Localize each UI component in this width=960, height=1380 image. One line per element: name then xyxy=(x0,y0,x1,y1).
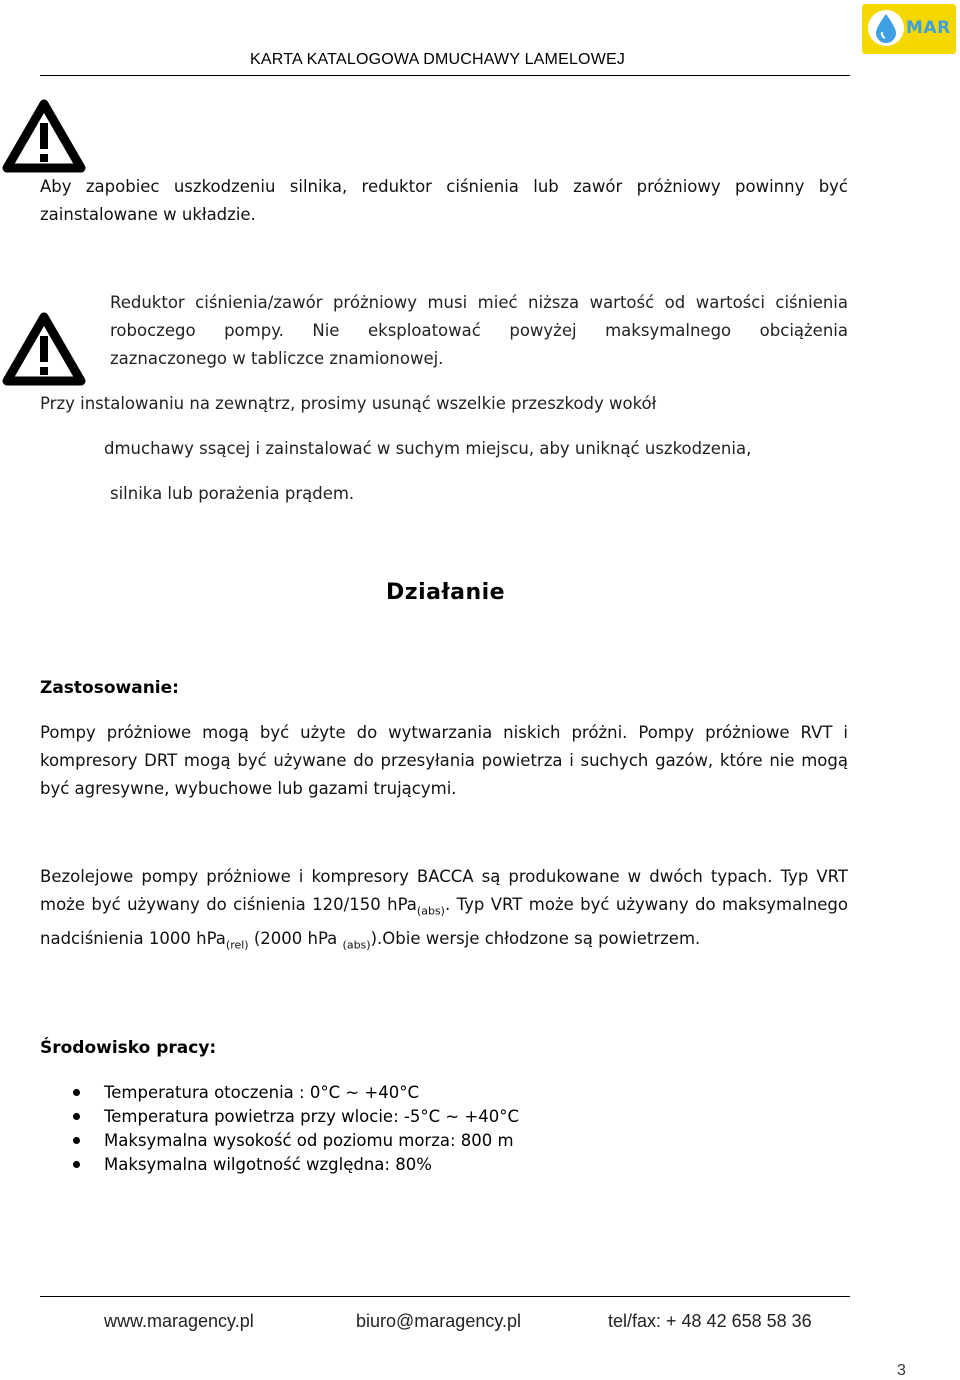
warning-text-2-line1: Reduktor ciśnienia/zawór próżniowy musi mieć niższa wartość od wartości ciśnienia xyxy=(110,293,848,312)
footer-divider xyxy=(40,1296,850,1297)
list-item: Maksymalna wysokość od poziomu morza: 800 m xyxy=(40,1129,848,1153)
logo-text: MAR xyxy=(906,18,951,38)
bullet xyxy=(73,1137,80,1144)
warning-text-3-line1: Przy instalowaniu na zewnątrz, prosimy usunąć wszelkie przeszkody wokół xyxy=(40,394,657,413)
list-item: Temperatura powietrza przy wlocie: -5°C ~ +40°C xyxy=(40,1105,848,1129)
environment-list xyxy=(40,1081,848,1177)
warning-triangle-icon xyxy=(1,311,87,387)
header-divider xyxy=(40,75,850,76)
list-item: Temperatura otoczenia : 0°C ~ +40°C xyxy=(40,1081,848,1105)
application-paragraph-1: Pompy próżniowe mogą być użyte do wytwarzania niskich próżni. Pompy próżniowe RVT i kompresory DRT mogą być używane do przesyłania powietrza i suchych gazów, które nie mogą być agresywne, wybuchowe lub gazami trującymi. xyxy=(40,723,848,798)
warning-text-3-line2: dmuchawy ssącej i zainstalować w suchym miejscu, aby uniknąć uszkodzenia, xyxy=(104,439,752,458)
warning-text-2-line2: roboczego pompy. Nie eksploatować powyżej maksymalnego obciążenia xyxy=(110,321,848,340)
warning-triangle-icon xyxy=(1,98,87,174)
environment-heading: Środowisko pracy: xyxy=(40,1038,217,1058)
drop-icon xyxy=(872,12,900,44)
footer-website[interactable]: www.maragency.pl xyxy=(104,1311,254,1331)
section-title: Działanie xyxy=(386,580,506,605)
application-paragraph-2: Bezolejowe pompy próżniowe i kompresory BACCA są produkowane w dwóch typach. Typ VRT może być używany do ciśnienia 120/150 hPa$_{(abs)}$. Typ VRT może być używany do maksymalnego nadciśnienia 1000 hPa$_{(rel)}$ (2000 hPa $_{(abs)}$).Obie wersje chłodzone są powietrzem. xyxy=(40,867,848,952)
warning-text-3-line3: silnika lub porażenia prądem. xyxy=(110,484,355,503)
company-logo xyxy=(862,4,956,54)
bullet xyxy=(73,1113,80,1120)
bullet xyxy=(73,1161,80,1168)
document-title: KARTA KATALOGOWA DMUCHAWY LAMELOWEJ xyxy=(250,51,626,68)
footer-phone: tel/fax: + 48 42 658 58 36 xyxy=(608,1311,812,1331)
list-item: Maksymalna wilgotność względna: 80% xyxy=(40,1153,848,1177)
warning-text-1: Aby zapobiec uszkodzeniu silnika, reduktor ciśnienia lub zawór próżniowy powinny być zainstalowane w układzie. xyxy=(40,177,848,224)
footer-email[interactable]: biuro@maragency.pl xyxy=(356,1311,522,1331)
page-number: 3 xyxy=(897,1362,906,1379)
application-heading: Zastosowanie: xyxy=(40,678,179,698)
warning-text-2-line3: zaznaczonego w tabliczce znamionowej. xyxy=(110,349,444,368)
bullet xyxy=(73,1089,80,1096)
